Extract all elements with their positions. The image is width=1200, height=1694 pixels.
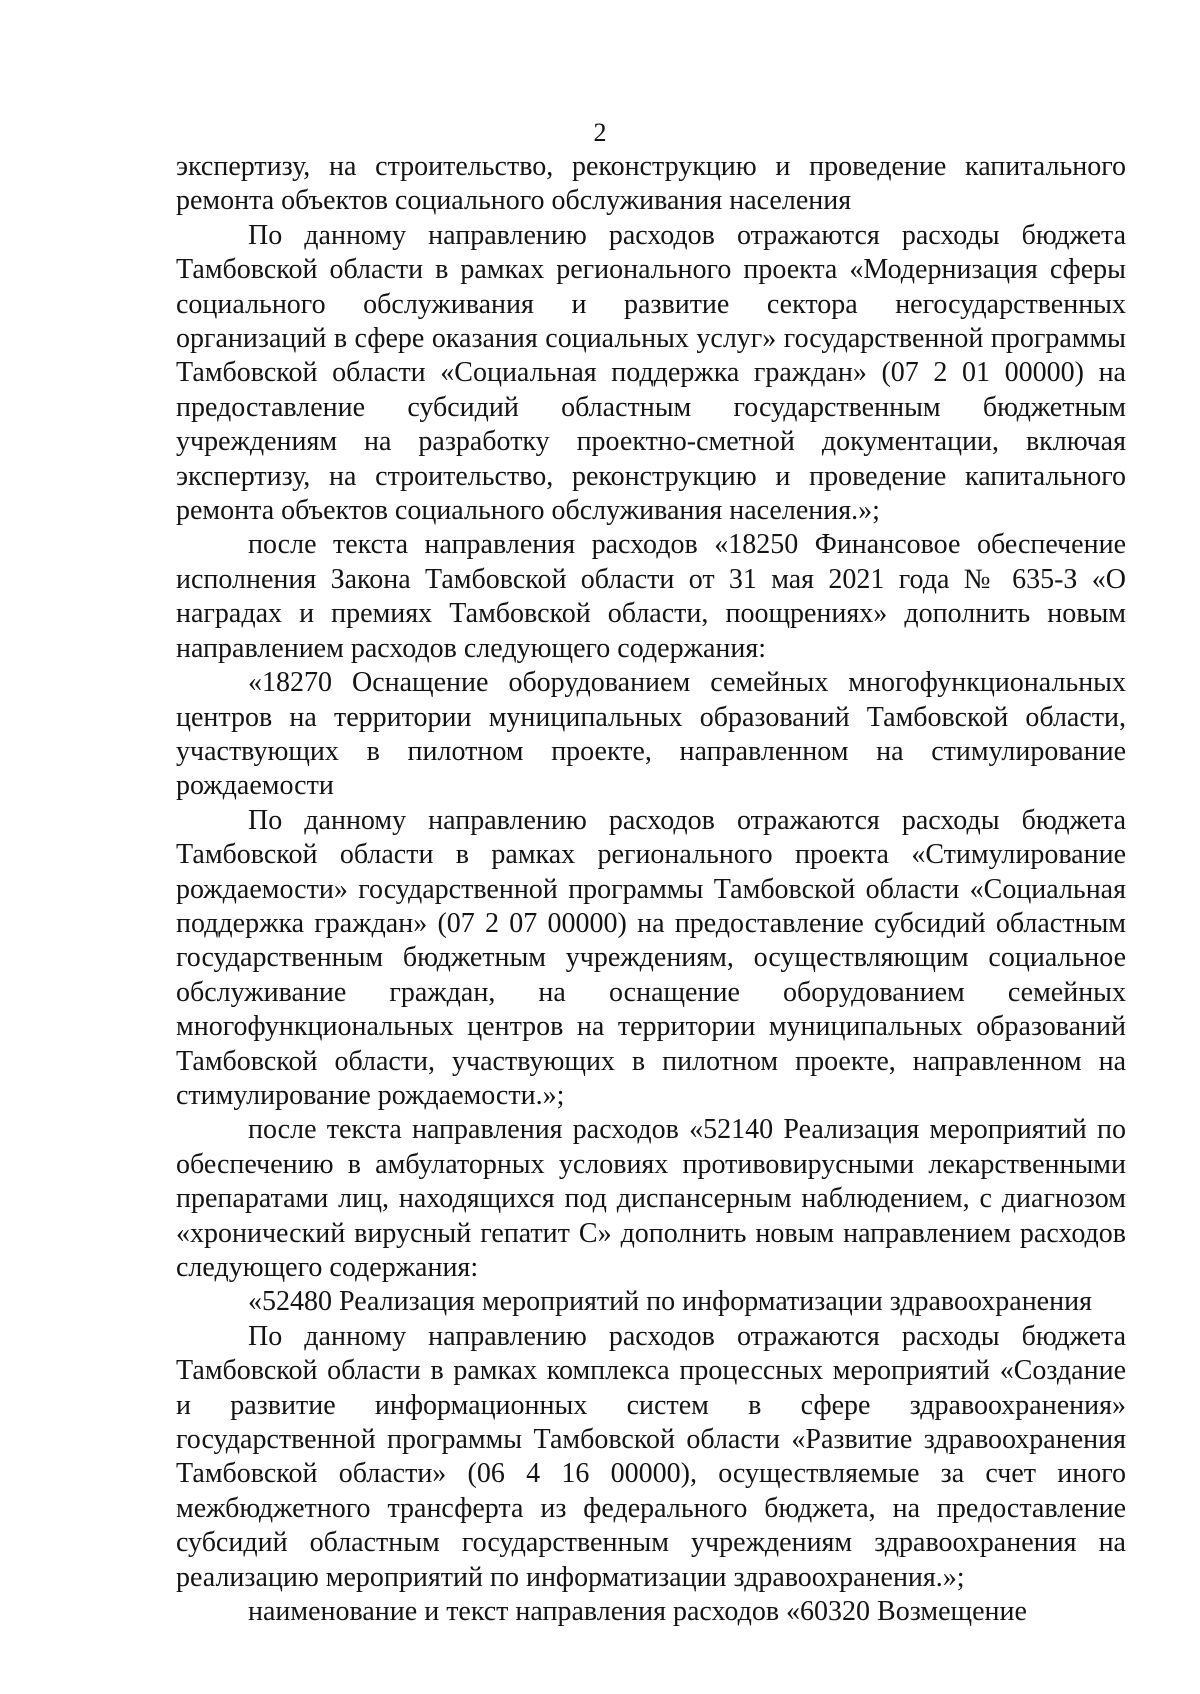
paragraph: наименование и текст направления расходов «60320 Возмещение xyxy=(248,1596,1027,1628)
paragraph: «18270 Оснащение оборудованием семейных многофункциональных центров на территории муниципальных образований Тамбовской области, участвующих в пилотном проекте, направленном на стимулирование рождаемости xyxy=(176,667,1126,802)
paragraph: По данному направлению расходов отражаются расходы бюджета Тамбовской области в рамках регионального проекта «Модернизация сферы социального обслуживания и развитие сектора негосударственных организаций в сфере оказания социальных услуг» государственной программы Тамбовской области «Социальная поддержка граждан» (07 2 01 00000) на предоставление субсидий областным государственным бюджетным учреждениям на разработку проектно-сметной документации, включая экспертизу, на строительство, реконструкцию и проведение капитального ремонта объектов социального обслуживания населения.»; xyxy=(176,219,1126,527)
paragraph: после текста направления расходов «18250 Финансовое обеспечение исполнения Закона Тамбовской области от 31 мая 2021 года № 635-З «О наградах и премиях Тамбовской области, поощрениях» дополнить новым направлением расходов следующего содержания: xyxy=(176,529,1126,664)
page-number: 2 xyxy=(593,118,607,147)
paragraph: экспертизу, на строительство, реконструкцию и проведение капитального ремонта объектов социального обслуживания населения xyxy=(176,151,1126,217)
paragraph: «52480 Реализация мероприятий по информатизации здравоохранения xyxy=(248,1286,1092,1318)
paragraph: после текста направления расходов «52140 Реализация мероприятий по обеспечению в амбулаторных условиях противовирусными лекарственными препаратами лиц, находящихся под диспансерным наблюдением, с диагнозом «хронический вирусный гепатит С» дополнить новым направлением расходов следующего содержания: xyxy=(176,1114,1126,1283)
paragraph: По данному направлению расходов отражаются расходы бюджета Тамбовской области в рамках комплекса процессных мероприятий «Создание и развитие информационных систем в сфере здравоохранения» государственной программы Тамбовской области «Развитие здравоохранения Тамбовской области» (06 4 16 00000), осуществляемые за счет иного межбюджетного трансферта из федерального бюджета, на предоставление субсидий областным государственным учреждениям здравоохранения на реализацию мероприятий по информатизации здравоохранения.»; xyxy=(176,1320,1126,1593)
paragraph: По данному направлению расходов отражаются расходы бюджета Тамбовской области в рамках регионального проекта «Стимулирование рождаемости» государственной программы Тамбовской области «Социальная поддержка граждан» (07 2 07 00000) на предоставление субсидий областным государственным бюджетным учреждениям, осуществляющим социальное обслуживание граждан, на оснащение оборудованием семейных многофункциональных центров на территории муниципальных образований Тамбовской области, участвующих в пилотном проекте, направленном на стимулирование рождаемости.»; xyxy=(176,804,1126,1111)
document-body xyxy=(176,150,1126,1629)
